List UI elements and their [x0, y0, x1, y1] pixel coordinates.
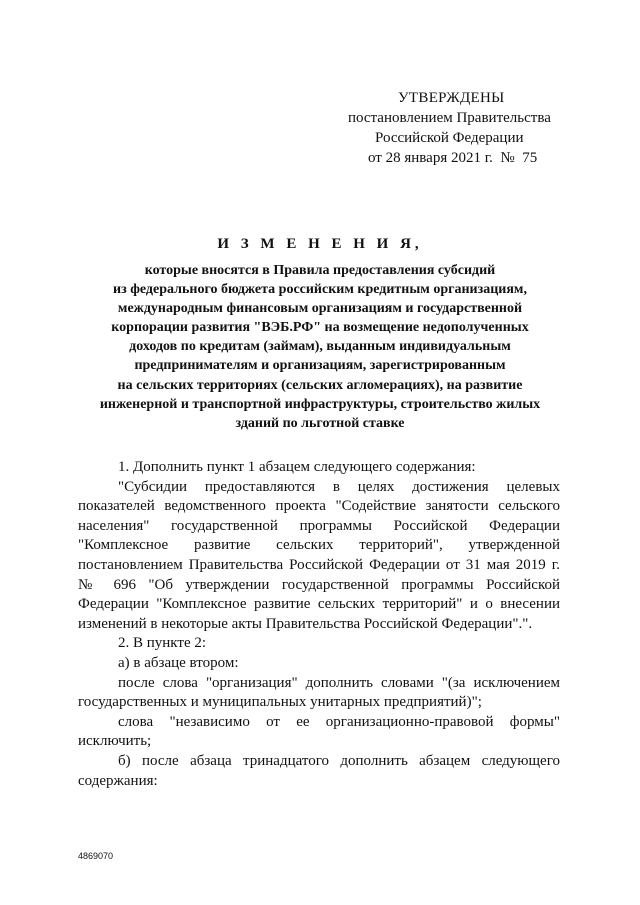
body-line: "Комплексное развитие сельских территорий", утвержденной	[78, 537, 560, 554]
body-line: населения" государственной программы Российской Федерации	[78, 517, 560, 534]
subtitle-line: зданий по льготной ставке	[235, 415, 405, 431]
approval-line-1: постановлением Правительства	[348, 110, 551, 126]
subtitle-line: инженерной и транспортной инфраструктуры, строительство жилых	[99, 396, 541, 412]
body-line: постановлением Правительства Российской Федерации от 31 мая 2019 г.	[78, 556, 560, 573]
body-line: слова "независимо от ее организационно-правовой формы"	[118, 713, 560, 730]
subtitle-line: международным финансовым организациям и государственной	[117, 301, 523, 317]
body-line: № 696 "Об утверждении государственной программы Российской	[78, 576, 560, 593]
subtitle-line: из федерального бюджета российским кредитным организациям,	[113, 282, 527, 298]
approval-heading: УТВЕРЖДЕНЫ	[398, 90, 505, 106]
document-subtitle	[70, 261, 570, 433]
subtitle-line: которые вносятся в Правила предоставления субсидий	[144, 263, 496, 278]
body-line: после слова "организация" дополнить словами "(за исключением	[118, 674, 560, 691]
subtitle-line: доходов по кредитам (займам), выданным индивидуальным	[129, 339, 511, 355]
body-line: содержания:	[78, 772, 158, 789]
document-number: 4869070	[78, 851, 114, 861]
subtitle-line: на сельских территориях (сельских агломерациях), на развитие	[117, 377, 523, 393]
approval-block	[330, 88, 580, 168]
body-line: изменений в некоторые акты Правительства Российской Федерации".".	[78, 615, 533, 632]
subtitle-line: корпорации развития "ВЭБ.РФ" на возмещение недополученных	[111, 320, 529, 336]
body-line: 1. Дополнить пункт 1 абзацем следующего содержания:	[118, 459, 476, 475]
body-line: а) в абзаце втором:	[118, 654, 239, 671]
body-line: показателей ведомственного проекта "Содействие занятости сельского	[78, 498, 560, 515]
body-line: "Субсидии предоставляются в целях достижения целевых	[118, 478, 560, 495]
approval-line-2: Российской Федерации	[375, 130, 524, 146]
body-line: государственных и муниципальных унитарных предприятий)";	[78, 694, 482, 711]
document-title: И З М Е Н Е Н И Я,	[217, 236, 423, 252]
subtitle-line: предпринимателям и организациям, зарегистрированным	[134, 358, 506, 374]
body-line: исключить;	[78, 733, 152, 750]
document-body	[78, 458, 560, 791]
body-line: б) после абзаца тринадцатого дополнить абзацем следующего	[118, 752, 560, 769]
body-line: 2. В пункте 2:	[118, 635, 207, 652]
approval-line-3: от 28 января 2021 г. № 75	[368, 150, 538, 166]
body-line: Федерации "Комплексное развитие сельских территорий" и о внесении	[78, 596, 560, 613]
